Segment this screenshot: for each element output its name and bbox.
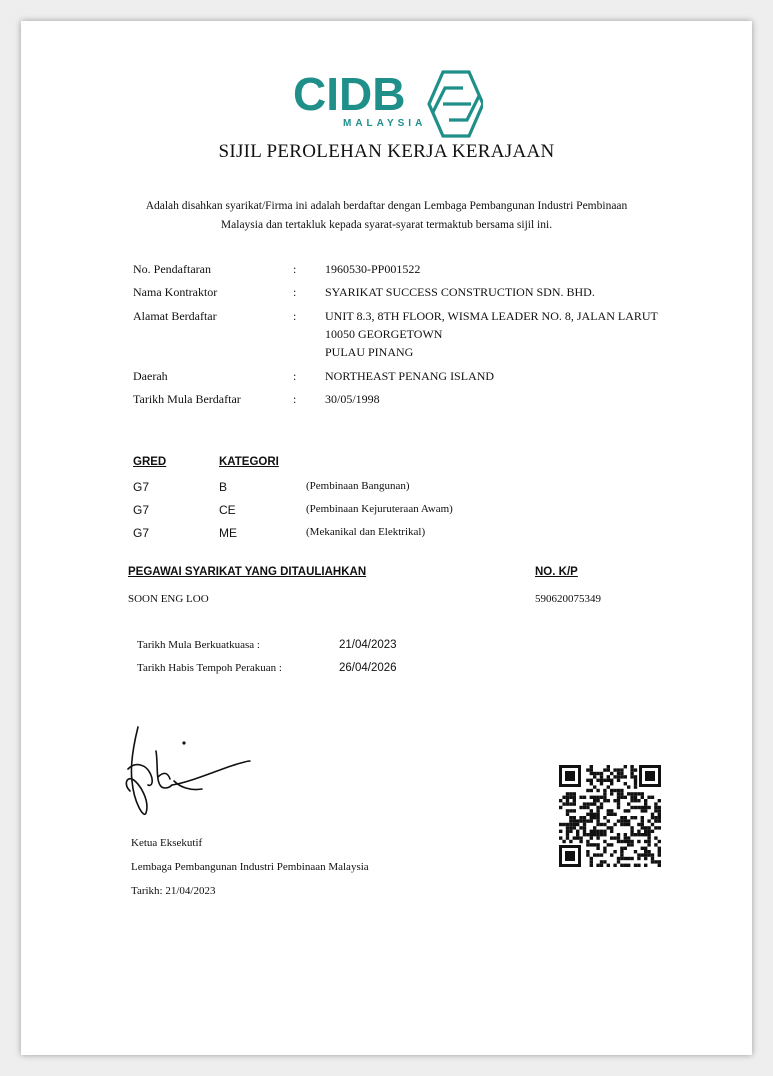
district-value: NORTHEAST PENANG ISLAND — [325, 369, 495, 383]
address-line-2: 10050 GEORGETOWN — [325, 327, 443, 341]
footer-role: Ketua Eksekutif — [131, 837, 203, 849]
grade-row-2-grade: G7 — [133, 503, 150, 517]
address-value — [325, 307, 658, 361]
grade-row-1-code: B — [219, 480, 228, 494]
grade-row-3-description: (Mekanikal dan Elektrikal) — [306, 526, 426, 538]
registration-start-value: 30/05/1998 — [325, 392, 380, 406]
grade-row-1-description: (Pembinaan Bangunan) — [306, 480, 410, 492]
signature-icon — [116, 721, 266, 831]
address-label: Alamat Berdaftar — [133, 309, 217, 323]
officer-name: SOON ENG LOO — [128, 593, 209, 605]
logo-subtext: MALAYSIA — [343, 118, 427, 129]
qr-code-icon — [557, 763, 663, 869]
validity-end-value: 26/04/2026 — [339, 662, 397, 674]
registration-no-label: No. Pendaftaran — [133, 262, 211, 276]
intro-line-2: Malaysia dan tertakluk kepada syarat-syarat termaktub bersama sijil ini. — [220, 219, 553, 231]
officer-header: PEGAWAI SYARIKAT YANG DITAULIAHKAN — [128, 566, 367, 578]
logo-text: CIDB — [293, 68, 406, 120]
officer-id-header: NO. K/P — [535, 566, 578, 578]
officer-id: 590620075349 — [535, 593, 601, 605]
grade-header: GRED — [133, 456, 167, 468]
colon: : — [293, 392, 297, 406]
registration-start-label: Tarikh Mula Berdaftar — [133, 392, 241, 406]
category-header: KATEGORI — [219, 456, 279, 468]
intro-line-1: Adalah disahkan syarikat/Firma ini adalah berdaftar dengan Lembaga Pembangunan Industri Pembinaan — [145, 200, 628, 212]
grade-row-2-code: CE — [219, 503, 236, 517]
grade-row-2-description: (Pembinaan Kejuruteraan Awam) — [306, 503, 453, 515]
grade-row-3-grade: G7 — [133, 526, 150, 540]
validity-end-label: Tarikh Habis Tempoh Perakuan : — [137, 662, 282, 674]
address-line-3: PULAU PINANG — [325, 345, 414, 359]
footer-date: Tarikh: 21/04/2023 — [131, 885, 216, 897]
colon: : — [293, 285, 297, 299]
district-label: Daerah — [133, 369, 168, 383]
certificate-page — [21, 21, 752, 1055]
colon: : — [293, 369, 297, 383]
colon: : — [293, 309, 297, 323]
cidb-logo-icon — [293, 66, 483, 146]
grade-row-1-grade: G7 — [133, 480, 150, 494]
address-line-1: UNIT 8.3, 8TH FLOOR, WISMA LEADER NO. 8, JALAN LARUT — [325, 309, 658, 323]
certificate-title: SIJIL PEROLEHAN KERJA KERAJAAN — [218, 141, 555, 162]
contractor-name-label: Nama Kontraktor — [133, 285, 218, 299]
validity-start-label: Tarikh Mula Berkuatkuasa : — [137, 639, 260, 651]
registration-no-value: 1960530-PP001522 — [325, 262, 421, 276]
validity-start-value: 21/04/2023 — [339, 639, 397, 651]
colon: : — [293, 262, 297, 276]
footer-organization: Lembaga Pembangunan Industri Pembinaan Malaysia — [131, 861, 369, 873]
grade-row-3-code: ME — [219, 526, 237, 540]
intro-text — [81, 197, 692, 235]
contractor-name-value: SYARIKAT SUCCESS CONSTRUCTION SDN. BHD. — [325, 285, 595, 299]
